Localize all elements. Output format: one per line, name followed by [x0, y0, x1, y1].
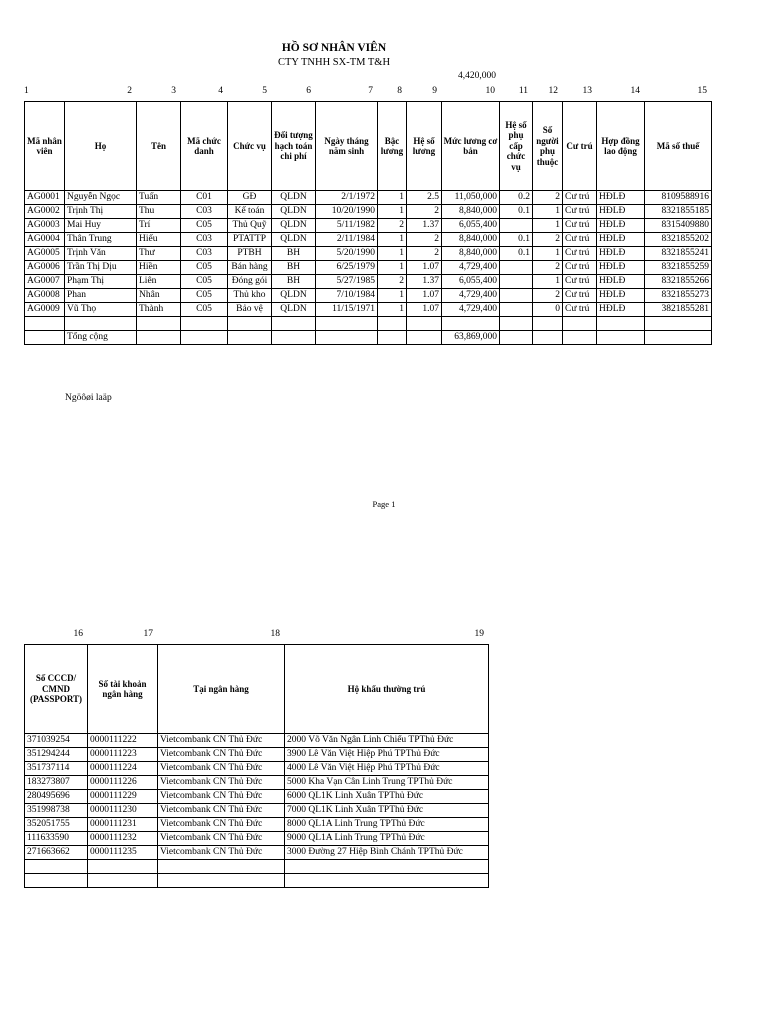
column-header: Hệ số lương — [407, 102, 442, 191]
table-cell: 6,055,400 — [442, 275, 500, 289]
table-cell: BH — [272, 261, 316, 275]
table-cell: Thư — [137, 247, 181, 261]
table-cell: 5/20/1990 — [316, 247, 378, 261]
table-cell: 6,055,400 — [442, 219, 500, 233]
table-cell: 0000111226 — [88, 776, 158, 790]
table-cell: Thủ Quỹ — [228, 219, 272, 233]
table-cell: Phạm Thị — [65, 275, 137, 289]
table-cell: HĐLĐ — [597, 233, 645, 247]
table-cell: Mai Huy — [65, 219, 137, 233]
table-cell: 6/25/1979 — [316, 261, 378, 275]
table-cell: Cư trú — [563, 205, 597, 219]
table-cell: 2/11/1984 — [316, 233, 378, 247]
table-cell — [285, 860, 489, 874]
table-cell: HĐLĐ — [597, 205, 645, 219]
table-cell — [407, 317, 442, 331]
table-cell: 8,840,000 — [442, 205, 500, 219]
table-cell: QLDN — [272, 233, 316, 247]
table-cell — [285, 874, 489, 888]
column-number: 7 — [368, 86, 373, 96]
table-cell: C05 — [181, 261, 228, 275]
table-cell: 0000111231 — [88, 818, 158, 832]
table-row — [25, 776, 489, 790]
table-cell: 8,840,000 — [442, 247, 500, 261]
table-cell: 1 — [533, 205, 563, 219]
table-cell — [137, 331, 181, 345]
column-number: 4 — [218, 86, 223, 96]
column-header: Số tài khoản ngân hàng — [88, 645, 158, 734]
column-header: Mức lương cơ bản — [442, 102, 500, 191]
preparer-label: Ngöôøi laäp — [65, 393, 112, 403]
table-cell — [407, 331, 442, 345]
table-cell: GĐ — [228, 191, 272, 205]
column-number: 14 — [630, 86, 640, 96]
table-cell: 8321855241 — [645, 247, 712, 261]
table-cell: 11/15/1971 — [316, 303, 378, 317]
column-header: Hợp đồng lao động — [597, 102, 645, 191]
table-cell: Bán hàng — [228, 261, 272, 275]
total-label: Tổng cộng — [65, 331, 137, 345]
table-cell: AG0004 — [25, 233, 65, 247]
column-number: 5 — [262, 86, 267, 96]
table-cell — [272, 317, 316, 331]
empty-row — [25, 317, 712, 331]
table-cell: 2 — [407, 247, 442, 261]
table-cell: HĐLĐ — [597, 303, 645, 317]
table-row — [25, 261, 712, 275]
table-cell — [533, 317, 563, 331]
table-cell — [500, 303, 533, 317]
table-cell — [25, 317, 65, 331]
table-row — [25, 191, 712, 205]
table-cell: 8321855259 — [645, 261, 712, 275]
table-cell: Cư trú — [563, 233, 597, 247]
table-cell: 10/20/1990 — [316, 205, 378, 219]
table-cell: 8321855266 — [645, 275, 712, 289]
column-number: 12 — [548, 86, 558, 96]
table-cell: PTATTP — [228, 233, 272, 247]
table-row — [25, 303, 712, 317]
table-cell: 0.1 — [500, 205, 533, 219]
table-cell: 271663662 — [25, 846, 88, 860]
table-row — [25, 832, 489, 846]
table-cell: Vũ Thọ — [65, 303, 137, 317]
column-numbers-2 — [0, 629, 768, 641]
table-cell — [181, 317, 228, 331]
table-cell: PTBH — [228, 247, 272, 261]
table-cell: 351737114 — [25, 762, 88, 776]
column-number: 11 — [518, 86, 528, 96]
table-cell: AG0005 — [25, 247, 65, 261]
table-cell — [500, 317, 533, 331]
table-cell: Hiền — [137, 261, 181, 275]
column-header: Đối tượng hạch toán chi phí — [272, 102, 316, 191]
table-cell: Trí — [137, 219, 181, 233]
table-cell: 1 — [533, 247, 563, 261]
column-number: 3 — [171, 86, 176, 96]
table-cell: AG0003 — [25, 219, 65, 233]
table-row — [25, 818, 489, 832]
table-cell — [378, 331, 407, 345]
table-cell: Liên — [137, 275, 181, 289]
table-row — [25, 734, 489, 748]
table-cell: 0.1 — [500, 233, 533, 247]
table-cell: Vietcombank CN Thủ Đức — [158, 762, 285, 776]
empty-row — [25, 860, 489, 874]
table-cell: QLDN — [272, 219, 316, 233]
bank-info-table — [24, 644, 489, 888]
table-cell: 1 — [378, 303, 407, 317]
table-cell: 1.07 — [407, 289, 442, 303]
table-cell: 371039254 — [25, 734, 88, 748]
table-cell — [597, 331, 645, 345]
table-cell: BH — [272, 247, 316, 261]
table-cell — [500, 331, 533, 345]
table-cell — [563, 317, 597, 331]
column-header: Bậc lương — [378, 102, 407, 191]
table-row — [25, 790, 489, 804]
table-cell: AG0006 — [25, 261, 65, 275]
table-cell: 6000 QL1K Linh Xuân TPThủ Đức — [285, 790, 489, 804]
table-cell: 0000111232 — [88, 832, 158, 846]
table-cell: Thành — [137, 303, 181, 317]
table-cell: Hiếu — [137, 233, 181, 247]
table-cell: Vietcombank CN Thủ Đức — [158, 846, 285, 860]
table-cell: 0000111224 — [88, 762, 158, 776]
table-cell: 8321855185 — [645, 205, 712, 219]
table-cell: QLDN — [272, 191, 316, 205]
table-cell — [378, 317, 407, 331]
table-row — [25, 846, 489, 860]
table-cell: 1.37 — [407, 275, 442, 289]
table-cell: 7000 QL1K Linh Xuân TPThủ Đức — [285, 804, 489, 818]
table-cell: 3000 Đường 27 Hiệp Bình Chánh TPThủ Đức — [285, 846, 489, 860]
table-cell: HĐLĐ — [597, 219, 645, 233]
table-cell: 2.5 — [407, 191, 442, 205]
table-cell — [272, 331, 316, 345]
employee-table — [24, 101, 712, 345]
table-cell: C05 — [181, 303, 228, 317]
table-cell — [88, 860, 158, 874]
table-cell: 0000111223 — [88, 748, 158, 762]
column-number: 8 — [397, 86, 402, 96]
table-cell — [500, 219, 533, 233]
column-number: 15 — [697, 86, 707, 96]
column-header: Họ — [65, 102, 137, 191]
table-cell: 2 — [407, 233, 442, 247]
table-cell: C03 — [181, 247, 228, 261]
table-cell — [137, 317, 181, 331]
empty-row — [25, 874, 489, 888]
table-cell: Vietcombank CN Thủ Đức — [158, 790, 285, 804]
table-cell: 2000 Võ Văn Ngân Linh Chiểu TPThủ Đức — [285, 734, 489, 748]
table-cell: 351294244 — [25, 748, 88, 762]
table-cell: Cư trú — [563, 191, 597, 205]
table-row — [25, 289, 712, 303]
table-cell: Phan — [65, 289, 137, 303]
table-row — [25, 762, 489, 776]
table-cell: QLDN — [272, 289, 316, 303]
table-cell: 8315409880 — [645, 219, 712, 233]
table-cell: 352051755 — [25, 818, 88, 832]
table-cell — [158, 874, 285, 888]
table-cell: 3821855281 — [645, 303, 712, 317]
table-cell: 1 — [378, 261, 407, 275]
column-number: 17 — [143, 629, 153, 639]
column-header: Hệ số phụ cấp chức vụ — [500, 102, 533, 191]
column-number: 2 — [127, 86, 132, 96]
table-cell: Vietcombank CN Thủ Đức — [158, 804, 285, 818]
table-cell: Vietcombank CN Thủ Đức — [158, 776, 285, 790]
table-cell: 2/1/1972 — [316, 191, 378, 205]
table-cell: Đóng gói — [228, 275, 272, 289]
total-value: 63,869,000 — [442, 331, 500, 345]
table-cell: Bảo vệ — [228, 303, 272, 317]
table-cell — [597, 317, 645, 331]
table-cell: Thu — [137, 205, 181, 219]
table-cell: Vietcombank CN Thủ Đức — [158, 734, 285, 748]
table-cell: 351998738 — [25, 804, 88, 818]
table-cell: Vietcombank CN Thủ Đức — [158, 832, 285, 846]
table-cell: 11,050,000 — [442, 191, 500, 205]
table-cell: 1 — [533, 275, 563, 289]
column-header: Tại ngân hàng — [158, 645, 285, 734]
table-cell: 2 — [407, 205, 442, 219]
table-cell: 1 — [378, 289, 407, 303]
table-cell: 1 — [378, 191, 407, 205]
table-cell: Cư trú — [563, 303, 597, 317]
table-cell: 0000111230 — [88, 804, 158, 818]
table-cell: 5/11/1982 — [316, 219, 378, 233]
table-cell — [563, 331, 597, 345]
table-cell: 111633590 — [25, 832, 88, 846]
table-cell: 280495696 — [25, 790, 88, 804]
column-numbers-1 — [0, 86, 768, 98]
table-cell: Cư trú — [563, 219, 597, 233]
table-cell: 4,729,400 — [442, 303, 500, 317]
table-cell: 0000111229 — [88, 790, 158, 804]
table-row — [25, 748, 489, 762]
table-cell: HĐLĐ — [597, 261, 645, 275]
table-cell: Cư trú — [563, 261, 597, 275]
table-cell — [500, 261, 533, 275]
table-cell — [316, 331, 378, 345]
table-cell: BH — [272, 275, 316, 289]
table-cell: 183273807 — [25, 776, 88, 790]
table-cell: 8,840,000 — [442, 233, 500, 247]
column-number: 9 — [432, 86, 437, 96]
table-cell — [25, 331, 65, 345]
table-cell: 0.2 — [500, 191, 533, 205]
table-cell — [316, 317, 378, 331]
column-header: Số người phụ thuộc — [533, 102, 563, 191]
table-cell — [158, 860, 285, 874]
table-cell: 2 — [533, 289, 563, 303]
table-cell: AG0009 — [25, 303, 65, 317]
table-cell — [25, 860, 88, 874]
table-cell: QLDN — [272, 205, 316, 219]
table-cell: HĐLĐ — [597, 247, 645, 261]
table-cell: 1.07 — [407, 261, 442, 275]
table-cell: QLDN — [272, 303, 316, 317]
column-header: Mã nhân viên — [25, 102, 65, 191]
table-row — [25, 219, 712, 233]
table-row — [25, 275, 712, 289]
table-cell: AG0008 — [25, 289, 65, 303]
table-cell: 8321855202 — [645, 233, 712, 247]
table-cell: AG0002 — [25, 205, 65, 219]
column-number: 18 — [270, 629, 280, 639]
column-header: Mã số thuế — [645, 102, 712, 191]
table-cell: 3900 Lê Văn Việt Hiệp Phú TPThủ Đức — [285, 748, 489, 762]
table-cell: Cư trú — [563, 247, 597, 261]
table-cell: Cư trú — [563, 275, 597, 289]
page-title: HỒ SƠ NHÂN VIÊN — [281, 42, 387, 54]
column-number: 19 — [474, 629, 484, 639]
table-cell: 1.37 — [407, 219, 442, 233]
table-cell — [645, 331, 712, 345]
table-cell: Kế toán — [228, 205, 272, 219]
table-cell — [88, 874, 158, 888]
table-cell — [228, 317, 272, 331]
table-cell: Cư trú — [563, 289, 597, 303]
table-cell: 4,729,400 — [442, 261, 500, 275]
table-cell: 0000111235 — [88, 846, 158, 860]
table-cell: 0000111222 — [88, 734, 158, 748]
table-row — [25, 205, 712, 219]
column-header: Số CCCD/ CMND (PASSPORT) — [25, 645, 88, 734]
table-cell: 4,729,400 — [442, 289, 500, 303]
table-row — [25, 804, 489, 818]
table-cell: Nguyễn Ngọc — [65, 191, 137, 205]
table-cell: HĐLĐ — [597, 289, 645, 303]
table-cell: AG0001 — [25, 191, 65, 205]
table-cell — [500, 275, 533, 289]
table-cell: 1 — [378, 247, 407, 261]
table-cell — [25, 874, 88, 888]
table-cell: Nhân — [137, 289, 181, 303]
table-cell: 1 — [533, 219, 563, 233]
table-cell: Vietcombank CN Thủ Đức — [158, 818, 285, 832]
column-number: 16 — [73, 629, 83, 639]
table-cell: 2 — [533, 191, 563, 205]
base-salary-value: 4,420,000 — [458, 71, 496, 81]
table-cell: 2 — [533, 261, 563, 275]
column-number: 6 — [306, 86, 311, 96]
table-cell: Thủ kho — [228, 289, 272, 303]
table-cell: Trần Thị Dịu — [65, 261, 137, 275]
table-cell: Tuấn — [137, 191, 181, 205]
table-cell: 2 — [533, 233, 563, 247]
table-cell: HĐLĐ — [597, 275, 645, 289]
table-cell: Trịnh Thị — [65, 205, 137, 219]
table-cell: 9000 QL1A Linh Trung TPThủ Đức — [285, 832, 489, 846]
column-number: 13 — [582, 86, 592, 96]
total-row — [25, 331, 712, 345]
table-cell: C01 — [181, 191, 228, 205]
table-cell: 5/27/1985 — [316, 275, 378, 289]
table-cell: 1.07 — [407, 303, 442, 317]
table-cell — [500, 289, 533, 303]
table-cell: 0.1 — [500, 247, 533, 261]
table-cell: AG0007 — [25, 275, 65, 289]
page-number: Page 1 — [372, 499, 396, 509]
table-cell: C05 — [181, 275, 228, 289]
table-cell — [181, 331, 228, 345]
table-cell: 2 — [378, 275, 407, 289]
column-number: 10 — [485, 86, 495, 96]
column-header: Mã chức danh — [181, 102, 228, 191]
table-cell: 1 — [378, 233, 407, 247]
table-cell: 7/10/1984 — [316, 289, 378, 303]
table-row — [25, 247, 712, 261]
table-cell: 2 — [378, 219, 407, 233]
company-name: CTY TNHH SX-TM T&H — [277, 57, 391, 68]
table-cell — [645, 317, 712, 331]
table-cell — [228, 331, 272, 345]
table-cell: C05 — [181, 289, 228, 303]
table-cell — [533, 331, 563, 345]
column-header: Cư trú — [563, 102, 597, 191]
column-header: Tên — [137, 102, 181, 191]
table-cell: Trịnh Văn — [65, 247, 137, 261]
table-cell: C03 — [181, 233, 228, 247]
column-header: Hộ khẩu thường trú — [285, 645, 489, 734]
table-row — [25, 233, 712, 247]
table-cell: 5000 Kha Vạn Cân Linh Trung TPThủ Đức — [285, 776, 489, 790]
table-cell: C03 — [181, 205, 228, 219]
column-number: 1 — [24, 86, 29, 96]
table-cell: 8321855273 — [645, 289, 712, 303]
column-header: Ngày tháng năm sinh — [316, 102, 378, 191]
table-cell: Vietcombank CN Thủ Đức — [158, 748, 285, 762]
table-cell — [442, 317, 500, 331]
table-cell: HĐLĐ — [597, 191, 645, 205]
table-cell: C05 — [181, 219, 228, 233]
table-cell — [65, 317, 137, 331]
table-cell: 1 — [378, 205, 407, 219]
table-cell: 0 — [533, 303, 563, 317]
table-cell: 8000 QL1A Linh Trung TPThủ Đức — [285, 818, 489, 832]
table-cell: Thân Trung — [65, 233, 137, 247]
column-header: Chức vụ — [228, 102, 272, 191]
table-cell: 8109588916 — [645, 191, 712, 205]
table-cell: 4000 Lê Văn Việt Hiệp Phú TPThủ Đức — [285, 762, 489, 776]
